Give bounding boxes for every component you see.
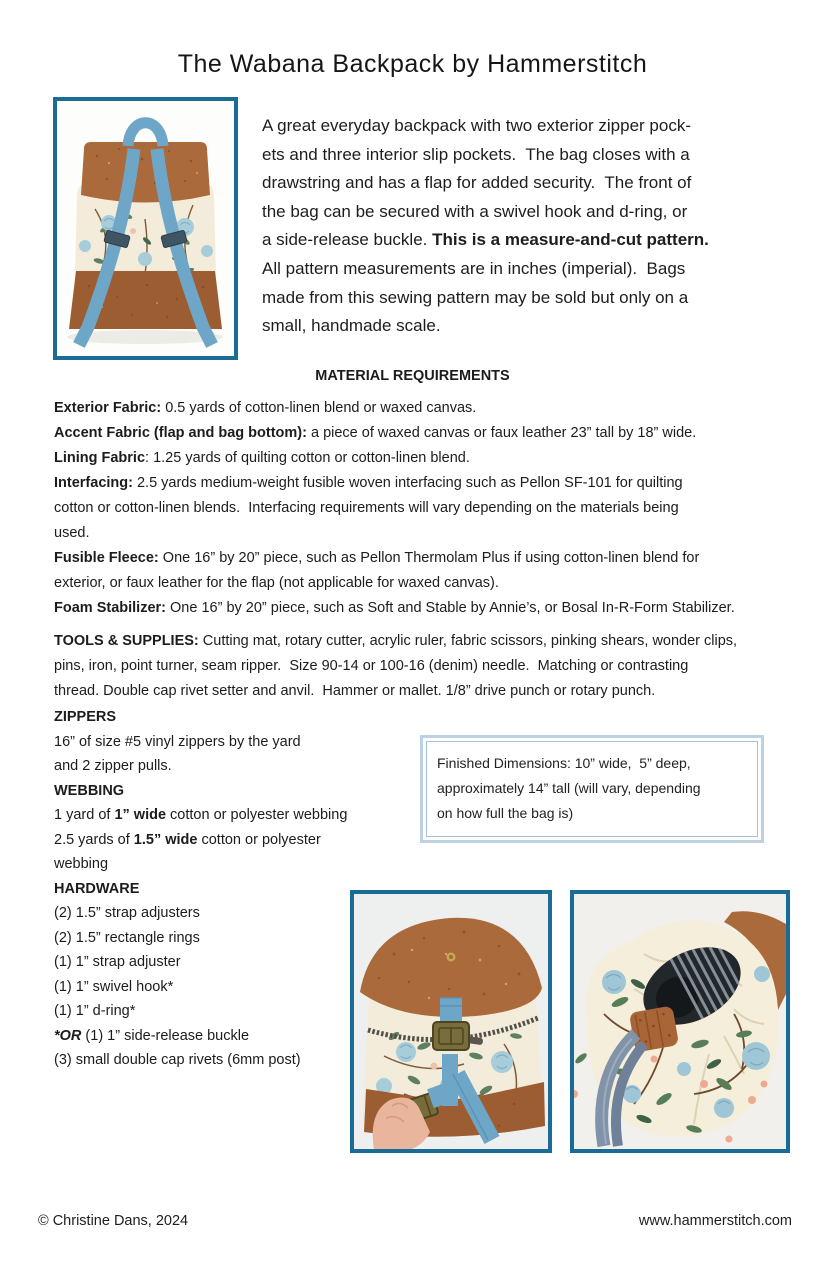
dimensions-line: on how full the bag is): [437, 805, 574, 821]
material-item-interfacing-cont: used.: [54, 525, 90, 541]
footer-copyright: © Christine Dans, 2024: [38, 1213, 189, 1229]
material-item-fleece-cont: exterior, or faux leather for the flap (not applicable for waxed canvas).: [54, 575, 499, 591]
hero-photo-frame: [53, 97, 238, 360]
material-item-exterior: Exterior Fabric: 0.5 yards of cotton-linen blend or waxed canvas.: [54, 400, 477, 416]
hardware-item: (2) 1.5” rectangle rings: [54, 929, 200, 946]
intro-line: ets and three interior slip pockets. The bag closes with a: [262, 144, 690, 164]
tools-supplies-label: TOOLS & SUPPLIES:: [54, 633, 199, 649]
drawstring-photo-frame: [570, 890, 790, 1153]
material-item-lining: Lining Fabric: 1.25 yards of quilting cotton or cotton-linen blend.: [54, 450, 470, 466]
hardware-item-or: *OR (1) 1” side-release buckle: [54, 1027, 250, 1044]
webbing-heading: WEBBING: [54, 782, 125, 799]
zippers-heading: ZIPPERS: [54, 709, 117, 725]
material-item-interfacing-cont: cotton or cotton-linen blends. Interfacing requirements will vary depending on the materials being: [54, 500, 679, 516]
zippers-line: and 2 zipper pulls.: [54, 758, 172, 774]
dimensions-line: Finished Dimensions: 10” wide, 5” deep,: [437, 755, 691, 771]
dimensions-line: approximately 14” tall (will vary, depending: [437, 780, 701, 796]
intro-bold-note: This is a measure-and-cut pattern.: [432, 230, 709, 250]
webbing-line: webbing: [54, 856, 109, 872]
zippers-line: 16” of size #5 vinyl zippers by the yard: [54, 733, 301, 750]
page-footer: [38, 1213, 792, 1229]
intro-line: a side-release buckle. This is a measure-and-cut pattern.: [262, 230, 709, 250]
intro-line: drawstring and has a flap for added security. The front of: [262, 173, 692, 193]
webbing-line: 1 yard of 1” wide cotton or polyester webbing: [54, 807, 348, 823]
intro-line: made from this sewing pattern may be sold but only on a: [262, 287, 689, 307]
material-item-accent: Accent Fabric (flap and bag bottom): a piece of waxed canvas or faux leather 23” tall by 18” wide.: [54, 425, 697, 441]
footer-website: www.hammerstitch.com: [638, 1213, 792, 1229]
hardware-item: (1) 1” d-ring*: [54, 1003, 136, 1019]
backpack-back-view-illustration: [57, 101, 234, 356]
hardware-item: (1) 1” strap adjuster: [54, 954, 181, 970]
hardware-item: (2) 1.5” strap adjusters: [54, 905, 200, 921]
flap-buckle-closeup-illustration: [354, 894, 548, 1149]
page-title: The Wabana Backpack by Hammerstitch: [177, 50, 648, 78]
hardware-item: (3) small double cap rivets (6mm post): [54, 1052, 301, 1068]
material-item-interfacing: Interfacing: 2.5 yards medium-weight fusible woven interfacing such as Pellon SF-101 for quilting: [54, 475, 683, 491]
flap-buckle-photo-frame: [350, 890, 552, 1153]
hardware-heading: HARDWARE: [54, 880, 140, 897]
webbing-line: 2.5 yards of 1.5” wide cotton or polyester: [54, 831, 321, 848]
drawstring-top-closeup-illustration: [574, 894, 786, 1149]
intro-line: the bag can be secured with a swivel hook and d-ring, or: [262, 201, 688, 221]
intro-line: A great everyday backpack with two exterior zipper pock-: [262, 116, 691, 135]
intro-paragraph: [262, 112, 709, 341]
material-item-foam: Foam Stabilizer: One 16” by 20” piece, such as Soft and Stable by Annie’s, or Bosal In-R-Form Stabilizer.: [54, 600, 735, 616]
hardware-item: (1) 1” swivel hook*: [54, 978, 174, 995]
material-requirements-heading: MATERIAL REQUIREMENTS: [315, 368, 510, 384]
material-requirements-list: [54, 396, 799, 621]
intro-line: small, handmade scale.: [262, 316, 441, 336]
intro-line: All pattern measurements are in inches (imperial). Bags: [262, 258, 686, 278]
finished-dimensions-box: [420, 735, 764, 843]
material-item-fleece: Fusible Fleece: One 16” by 20” piece, such as Pellon Thermolam Plus if using cotton-linen blend for: [54, 550, 700, 566]
tools-supplies-paragraph: TOOLS & SUPPLIES: Cutting mat, rotary cutter, acrylic ruler, fabric scissors, pinking shears, wonder clips, pins, iron, point turner, seam ripper. Size 90-14 or 100-16 (denim) needle. Matching or contrasting thread. Double cap rivet setter and anvil. Hammer or mallet. 1/8” drive punch or rotary punch.: [54, 633, 738, 699]
